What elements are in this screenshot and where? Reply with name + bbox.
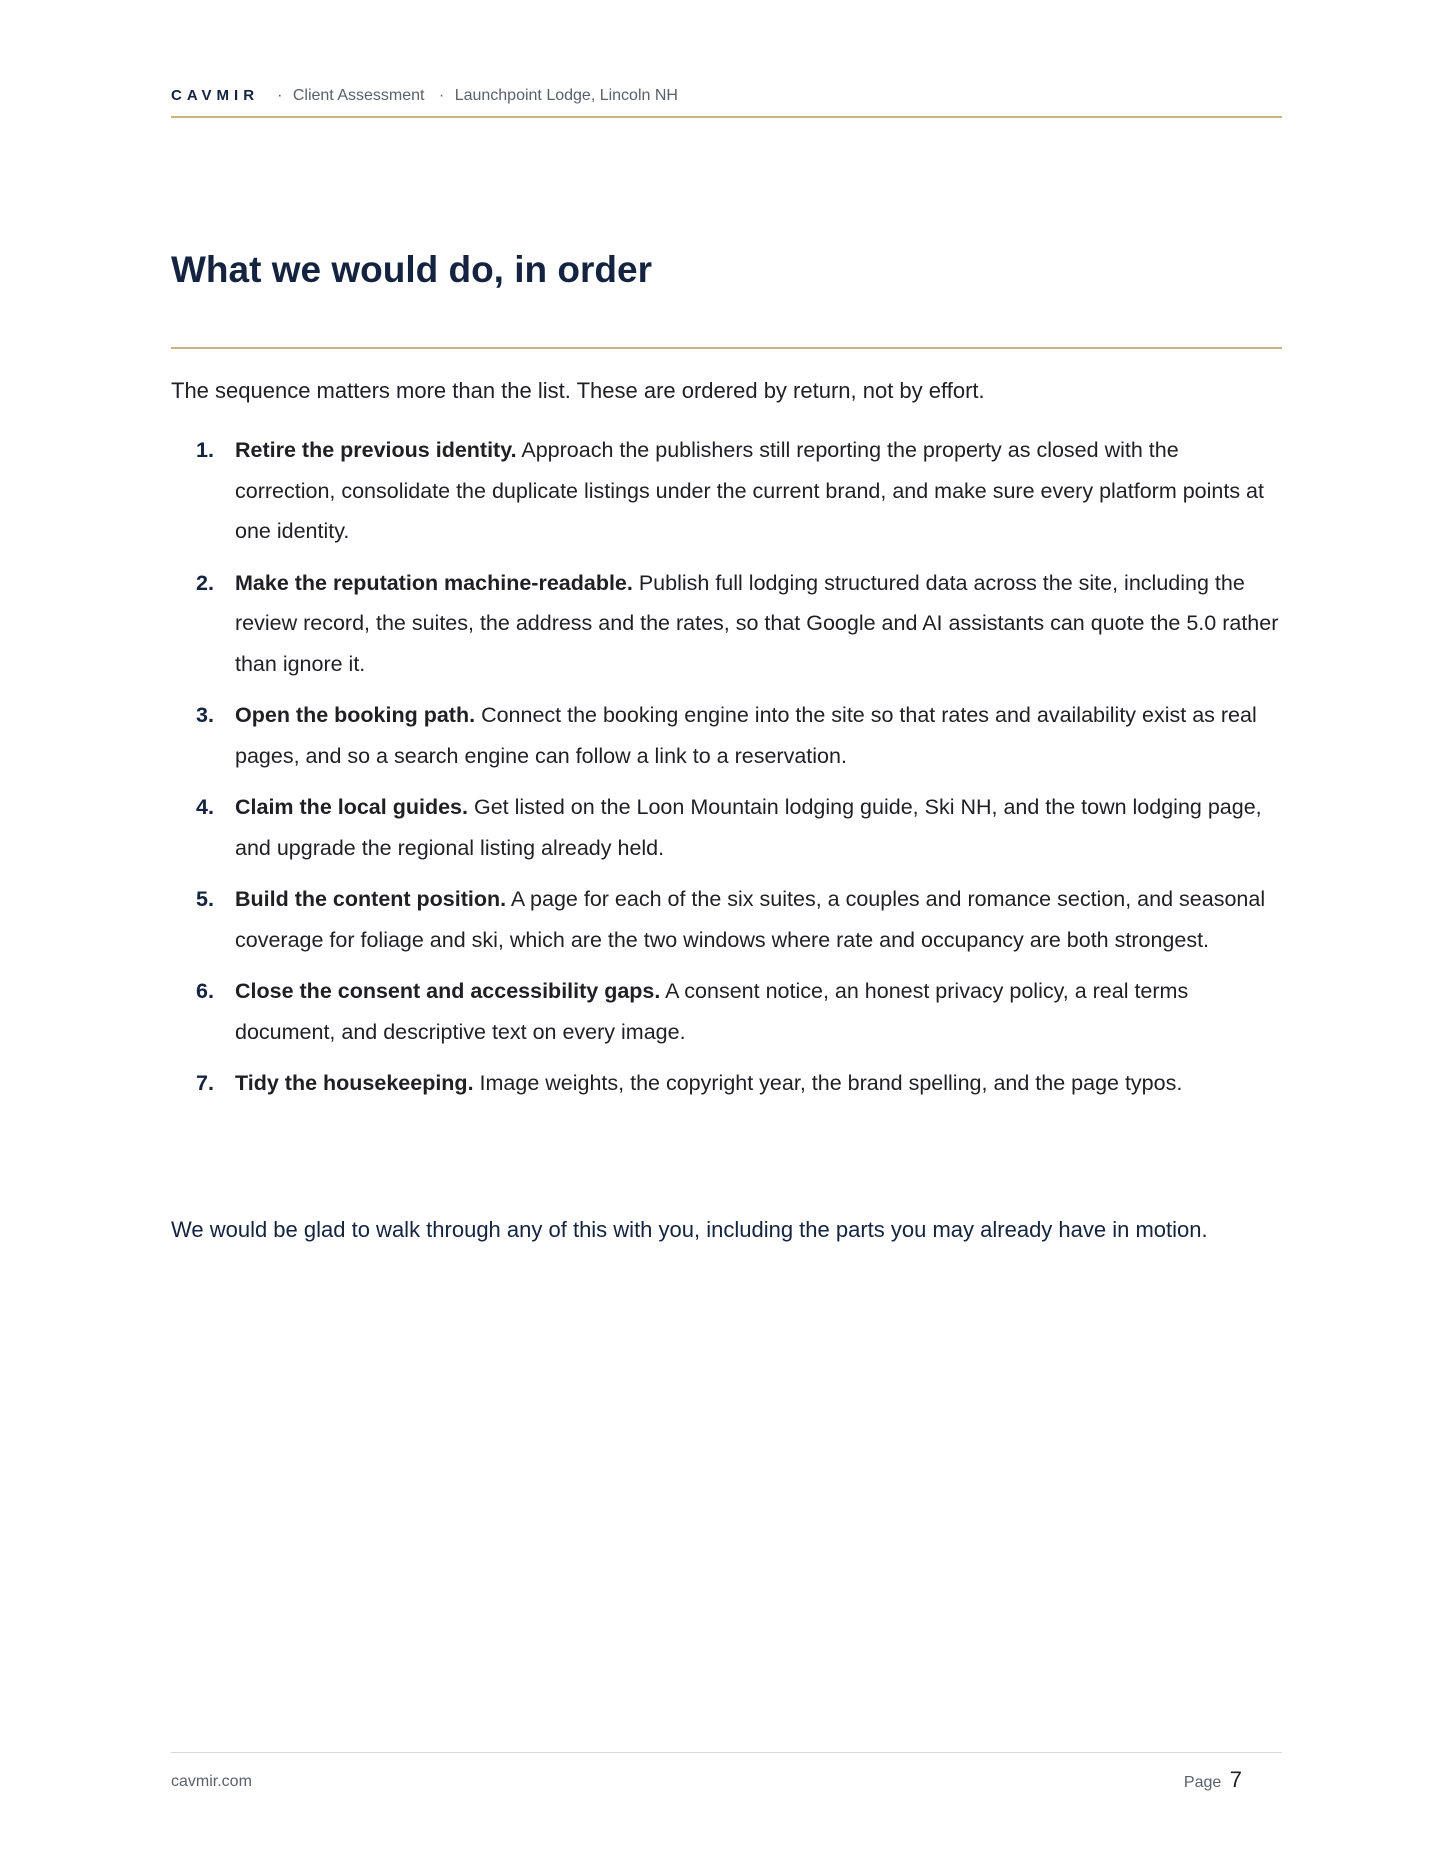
page-number: 7 xyxy=(1229,1767,1242,1792)
step-text: Get listed on the Loon Mountain lodging guide, Ski NH, and the town lodging page, and upgrade the regional listing already held. xyxy=(235,795,1262,860)
action-steps-list xyxy=(171,430,1282,1115)
page-label: Page xyxy=(1183,1774,1222,1791)
step-number: 3. xyxy=(196,703,214,727)
step-number: 6. xyxy=(196,979,214,1003)
footer-divider xyxy=(171,1752,1282,1753)
step-text: Connect the booking engine into the site so that rates and availability exist as real pages, and so a search engine can follow a link to a reservation. xyxy=(235,703,1257,768)
list-item xyxy=(171,787,1282,868)
step-number: 2. xyxy=(196,570,214,595)
list-item xyxy=(171,430,1282,552)
step-text: Approach the publishers still reporting the property as closed with the correction, consolidate the duplicate listings under the current brand, and make sure every platform points at one identity. xyxy=(235,438,1264,543)
page-number-block xyxy=(1184,1766,1242,1797)
step-number: 7. xyxy=(196,1071,214,1095)
document-page xyxy=(171,0,1282,1870)
list-item xyxy=(171,879,1282,960)
step-lead: Retire the previous identity. xyxy=(235,438,517,462)
list-item xyxy=(171,971,1282,1052)
page-header xyxy=(171,86,1282,118)
step-lead: Build the content position. xyxy=(235,887,507,911)
step-text: Publish full lodging structured data across the site, including the review record, the suites, the address and the rates, so that Google and AI assistants can quote the 5.0 rather than ignore it. xyxy=(235,570,1279,676)
list-item xyxy=(171,563,1282,685)
step-text: Image weights, the copyright year, the brand spelling, and the page typos. xyxy=(479,1071,1183,1095)
step-text: A consent notice, an honest privacy policy, a real terms document, and descriptive text on every image. xyxy=(235,979,1189,1044)
footer-website: cavmir.com xyxy=(171,1773,252,1790)
step-number: 1. xyxy=(196,438,214,462)
list-item xyxy=(171,695,1282,776)
step-lead: Close the consent and accessibility gaps. xyxy=(235,979,661,1003)
header-meta xyxy=(277,86,688,106)
step-lead: Open the booking path. xyxy=(235,703,476,727)
header-client: Launchpoint Lodge, Lincoln NH xyxy=(454,87,678,104)
list-item xyxy=(171,1063,1282,1104)
step-number: 5. xyxy=(196,887,214,911)
header-separator: · xyxy=(438,87,445,104)
step-lead: Make the reputation machine-readable. xyxy=(235,570,633,595)
page-title: What we would do, in order xyxy=(171,249,652,290)
brand-wordmark: CAVMIR xyxy=(171,87,260,104)
closing-paragraph: We would be glad to walk through any of this with you, including the parts you may already have in motion. xyxy=(171,1217,1208,1242)
header-doc-type: Client Assessment xyxy=(292,87,425,104)
header-separator: · xyxy=(277,87,283,104)
step-lead: Claim the local guides. xyxy=(235,795,468,819)
intro-paragraph: The sequence matters more than the list. These are ordered by return, not by effort. xyxy=(171,378,985,403)
step-lead: Tidy the housekeeping. xyxy=(235,1071,474,1095)
step-text: A page for each of the six suites, a couples and romance section, and seasonal coverage for foliage and ski, which are the two windows where rate and occupancy are both strongest. xyxy=(235,887,1266,952)
title-divider xyxy=(171,347,1282,349)
step-number: 4. xyxy=(196,795,214,819)
